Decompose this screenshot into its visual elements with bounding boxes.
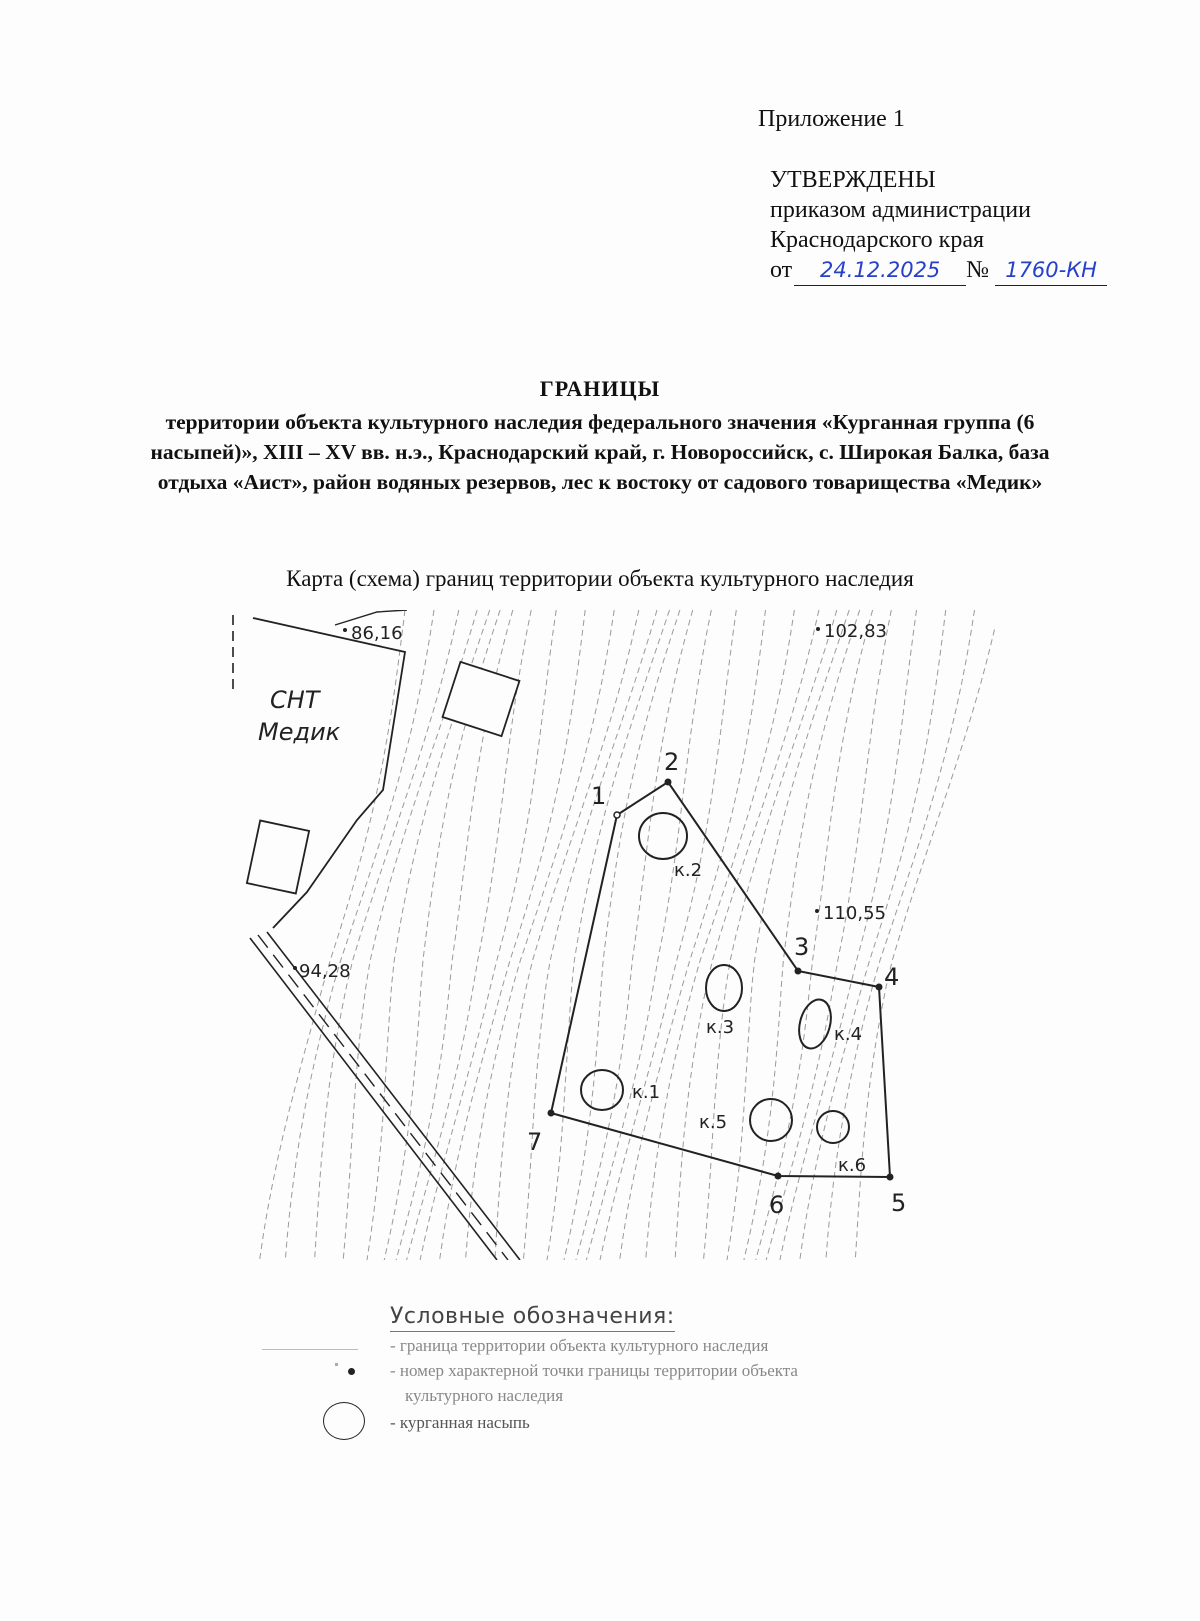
legend-point-text-cont: культурного наследия [405,1386,564,1405]
mound-label-k4: к.4 [834,1024,863,1045]
mound-label-k5: к.5 [699,1112,728,1133]
mound-k1 [581,1070,623,1110]
snt-label-2: Медик [258,718,341,746]
mound-k2 [639,813,687,859]
boundary-point-1 [614,812,620,818]
boundary-map [225,610,995,1260]
number-label: № [966,257,990,283]
mound-label-k2: к.2 [674,860,703,881]
handwritten-date: 24.12.2025 [794,255,966,286]
point-label-7: 7 [527,1128,543,1156]
contour-line [495,610,639,1260]
legend-tick-mark [335,1363,338,1366]
mound-label-k1: к.1 [632,1082,661,1103]
appendix-label: Приложение 1 [758,106,905,132]
legend-point-symbol [348,1368,355,1375]
elevation-label-3: 110,55 [823,903,886,924]
boundary-point-7 [548,1110,555,1117]
boundary-point-5 [887,1174,894,1181]
boundary-point-3 [795,968,802,975]
legend-point-text: - номер характерной точки границы территории объекта [390,1361,798,1380]
by-order-line: приказом администрации [770,197,1031,223]
elevation-dot [815,909,819,913]
approved-heading: УТВЕРЖДЕНЫ [770,167,936,193]
contour-line [620,610,766,1260]
contour-line [855,610,995,1260]
elevation-label-2: 102,83 [824,621,887,642]
mound-label-k6: к.6 [838,1155,867,1176]
elevation-dot [293,966,297,970]
elevation-dot [343,628,347,632]
point-label-1: 1 [591,782,607,810]
snt-label-1: СНТ [270,686,320,714]
contour-line [600,610,736,1260]
point-label-4: 4 [884,963,900,991]
contour-line [315,610,459,1260]
document-title: ГРАНИЦЫ [539,376,661,401]
legend-title: Условные обозначения: [390,1304,675,1329]
point-label-6: 6 [769,1191,785,1219]
elevation-label-1: 86,16 [351,623,403,644]
approval-block [770,165,1107,286]
contour-line [564,610,680,1260]
point-label-2: 2 [664,748,680,776]
contour-line [800,610,946,1260]
point-label-5: 5 [891,1189,907,1217]
road-centerline [258,935,508,1260]
building [247,821,309,894]
contour-line [586,610,711,1260]
boundary-point-2 [665,779,672,786]
elevation-label-4: 94,28 [299,961,351,982]
date-number-line [770,255,1107,286]
mound-label-k3: к.3 [706,1017,735,1038]
boundary-point-6 [775,1173,782,1180]
legend-mound-text: - курганная насыпь [390,1413,530,1432]
legend-mound-symbol [323,1402,365,1440]
contour-lines [260,610,995,1260]
contour-line [766,610,891,1260]
mound-k4 [794,996,836,1052]
contour-line [727,610,849,1260]
handwritten-number: 1760-КН [995,255,1107,286]
building [443,662,520,736]
from-label: от [770,257,793,283]
contour-line [547,610,670,1260]
mound-k6 [817,1111,849,1143]
map-caption: Карта (схема) границ территории объекта культурного наследия [286,566,914,591]
point-label-3: 3 [794,933,810,961]
legend-boundary-symbol [262,1349,358,1350]
document-subtitle: территории объекта культурного наследия федерального значения «Курганная группа (6 насыпей)», XIII – XV вв. н.э., Краснодарский край, г. Новороссийск, с. Широкая Балка, база отдыха «Аист», район водяных резервов, лес к востоку от садового товарищества «Медик» [150,410,1050,494]
boundary-point-4 [876,984,883,991]
region-line: Краснодарского края [770,227,985,253]
elevation-dot [816,627,820,631]
legend-boundary-text: - граница территории объекта культурного наследия [390,1336,769,1355]
contour-line [576,610,693,1260]
